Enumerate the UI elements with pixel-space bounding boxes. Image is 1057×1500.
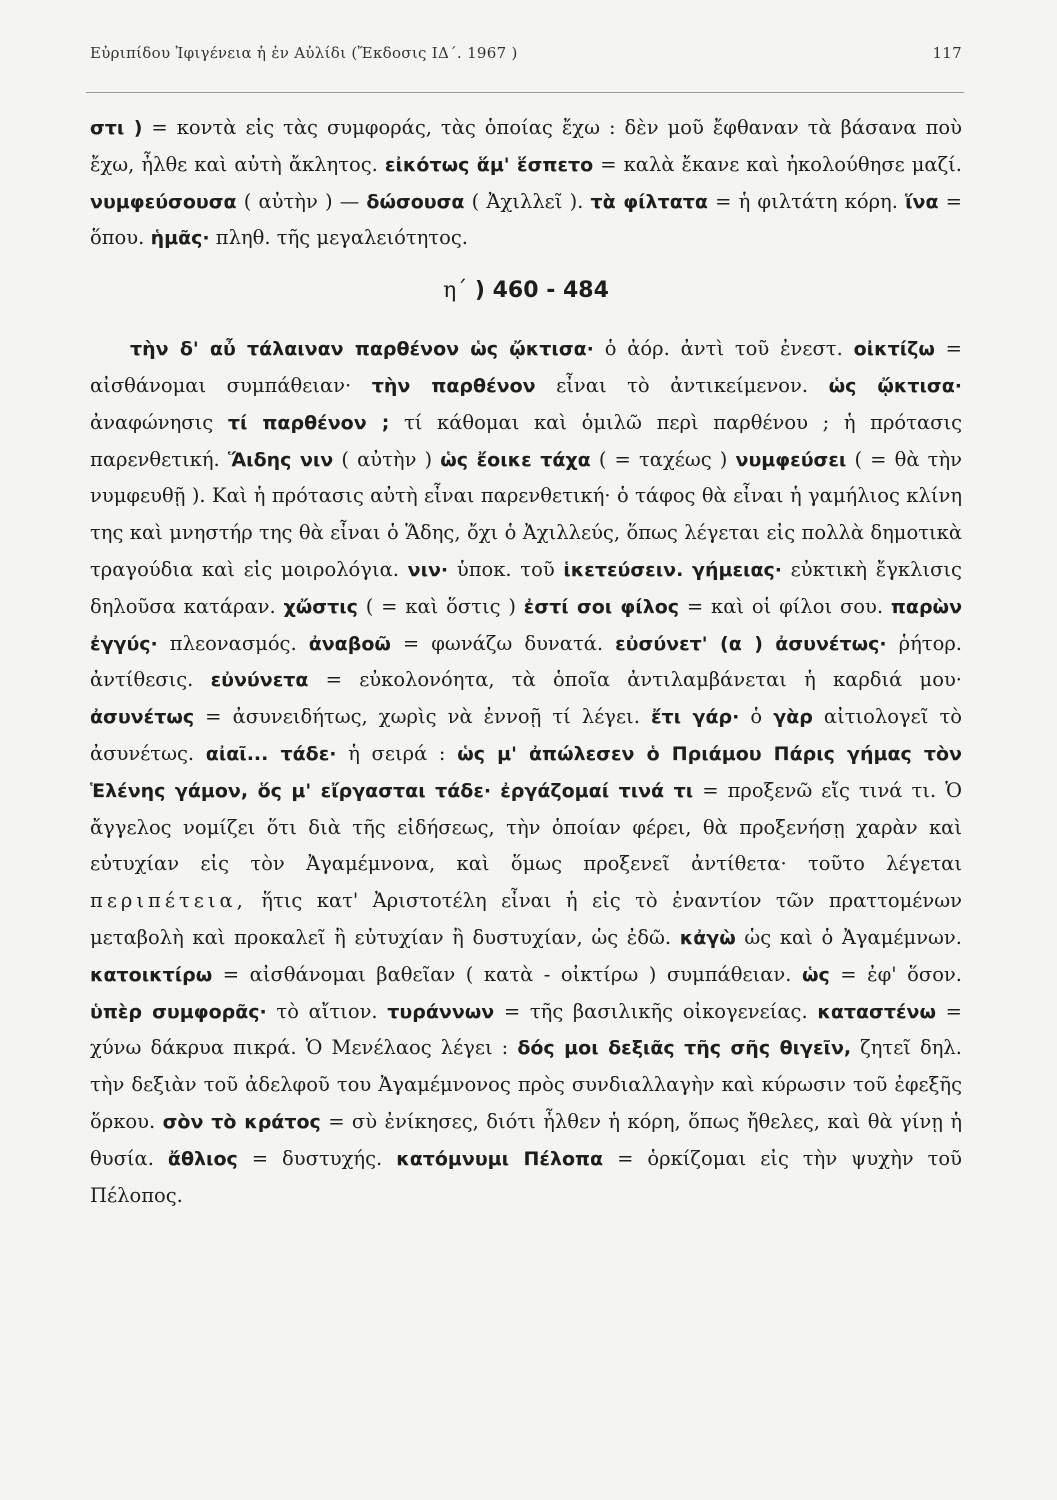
lemma-term: γήμειας· xyxy=(692,558,782,581)
commentary-text: = καλὰ ἔκανε καὶ ἠκολούθησε μαζί. xyxy=(593,152,963,176)
commentary-text: = δυστυχής. xyxy=(237,1146,397,1170)
lemma-term: τὴν παρθένον xyxy=(371,374,536,397)
commentary-text: = καὶ οἱ φίλοι σου. xyxy=(679,594,891,618)
commentary-text: = τῆς βασιλικῆς οἰκογενείας. xyxy=(494,999,818,1023)
commentary-text: η΄ xyxy=(443,278,468,304)
lemma-term: ὡς ἔοικε τάχα xyxy=(440,448,591,471)
lemma-term: οἰκτίζω xyxy=(853,338,935,361)
lemma-term: τυράννων xyxy=(387,1000,495,1023)
commentary-text: = ἀσυνειδήτως, χωρὶς νὰ ἐννοῇ τί λέγει. xyxy=(194,705,651,729)
lemma-term: ἐργάζομαί τινά τι xyxy=(500,779,694,802)
commentary-text: ( = ταχέως ) xyxy=(590,447,736,471)
commentary-text: = ὅπου. xyxy=(90,189,963,250)
lemma-term: ἐστί σοι φίλος xyxy=(523,595,680,618)
commentary-text: = ἡ φιλτάτη κόρη. xyxy=(707,189,906,213)
lemma-term: ἡμᾶς· xyxy=(150,227,210,250)
commentary-text: = ὁρκίζομαι εἰς τὴν ψυχὴν τοῦ Πέλοπος. xyxy=(90,1146,963,1207)
commentary-text: = κοντὰ εἰς τὰς συμφοράς, τὰς ὁποίας ἔχω : δὲν μοῦ ἔφθαναν τὰ βάσανα ποὺ ἔχω, ἦλθε καὶ αὐτὴ ἄκλητος. xyxy=(90,116,962,176)
lemma-term: ἱκετεύσειν. xyxy=(563,558,684,581)
commentary-text: ῥήτορ. ἀντίθεσις. xyxy=(90,631,962,692)
commentary-text: ( αὐτὴν ) xyxy=(333,447,441,471)
commentary-text: ( = καὶ ὅστις ) xyxy=(357,594,524,618)
lemma-term: νιν· xyxy=(407,558,449,581)
commentary-text: ὁ xyxy=(739,705,774,729)
commentary-text: = εὐκολονόητα, τὰ ὁποῖα ἀντιλαμβάνεται ἡ καρδιά μου· xyxy=(308,668,962,692)
commentary-text: ἀναφώνησις xyxy=(90,410,228,434)
lemma-term: παρὼν ἐγγύς· xyxy=(90,595,963,655)
lemma-term: στι ) xyxy=(90,117,143,139)
header-rule xyxy=(86,92,964,93)
commentary-text: = ἐφ' ὅσον. xyxy=(829,962,962,986)
commentary-text: = φωνάζω δυνατά. xyxy=(390,631,616,655)
lemma-term: ἵνα xyxy=(905,190,939,213)
lemma-term: χὤστις xyxy=(283,595,358,618)
commentary-text: τί κάθομαι καὶ ὁμιλῶ περὶ παρθένου ; ἡ πρότασις παρενθετική. xyxy=(90,410,963,471)
lemma-term: αἰαῖ... τάδε· xyxy=(205,742,337,765)
running-title: Εὐριπίδου Ἰφιγένεια ἡ ἐν Αὐλίδι (Ἔκδοσις ΙΔ΄. 1967 ) xyxy=(90,44,518,62)
commentary-text: περιπέτεια, xyxy=(90,889,247,913)
commentary-text xyxy=(683,558,692,581)
commentary-text: ἥτις κατ' Ἀριστοτέλη εἶναι ἡ εἰς τὸ ἐναντίον τῶν πραττομένων μεταβολὴ καὶ προκαλεῖ ἢ εὐτυχίαν ἢ δυστυχίαν, ὡς ἐδῶ. xyxy=(90,889,962,949)
commentary-text: αἰτιολογεῖ τὸ ἀσυνέτως. xyxy=(90,705,962,765)
section-heading xyxy=(90,271,962,311)
lemma-term: ἀσυνέτως xyxy=(90,706,195,729)
lemma-term: Ἅιδης νιν xyxy=(227,448,334,471)
page-number: 117 xyxy=(932,44,962,62)
commentary-text: πλεονασμός. xyxy=(157,631,309,655)
commentary-text: τὸ αἴτιον. xyxy=(266,999,388,1023)
commentary-text: ὁ ἀόρ. ἀντὶ τοῦ ἐνεστ. xyxy=(593,337,854,361)
lemma-term: ὡς xyxy=(801,963,830,986)
lemma-term: κατόμνυμι Πέλοπα xyxy=(396,1147,604,1170)
commentary-text: πληθ. τῆς μεγαλειότητος. xyxy=(209,226,468,250)
lemma-term: ὑπὲρ συμφορᾶς· xyxy=(90,1000,267,1023)
lemma-term: δώσουσα xyxy=(366,190,465,213)
lemma-term: ὡς ᾤκτισα· xyxy=(828,374,962,397)
lemma-term: γὰρ xyxy=(773,706,813,729)
lemma-term: καταστένω xyxy=(817,1000,937,1023)
commentary-text: = αἰσθάνομαι βαθεῖαν ( κατὰ - οἰκτίρω ) συμπάθειαν. xyxy=(212,962,802,986)
commentary-text: εὐκτικὴ ἔγκλισις δηλοῦσα κατάραν. xyxy=(90,557,962,618)
commentary-text: ὡς καὶ ὁ Ἀγαμέμνων. xyxy=(735,925,962,949)
commentary-text: ) 460 - 484 xyxy=(467,278,609,304)
commentary-text: ἡ σειρά : xyxy=(336,741,458,765)
commentary-text: εἶναι τὸ ἀντικείμενον. xyxy=(535,373,829,397)
lemma-term: τί παρθένον ; xyxy=(227,411,390,434)
commentary-text xyxy=(491,779,500,802)
lemma-term: εὐσύνετ' (α ) ἀσυνέτως· xyxy=(615,632,887,655)
lemma-term: ἀναβοῶ xyxy=(308,632,391,655)
lemma-term: κατοικτίρω xyxy=(90,963,213,986)
lemma-term: τὰ φίλτατα xyxy=(590,190,708,213)
paragraph-intro xyxy=(90,110,962,257)
running-header xyxy=(90,44,962,62)
paragraph-commentary xyxy=(90,331,962,1214)
page-body xyxy=(90,110,962,1214)
commentary-text: = σὺ ἐνίκησες, διότι ἦλθεν ἡ κόρη, ὅπως ἤθελες, καὶ θὰ γίνῃ ἡ θυσία. xyxy=(90,1109,963,1170)
lemma-term: ὡς μ' ἀπώλεσεν ὁ Πριάμου Πάρις γήμας τὸν Ἑλένης γάμον, ὅς μ' εἴργασται τάδε· xyxy=(90,742,962,802)
lemma-term: νυμφεύσουσα xyxy=(90,190,237,213)
lemma-term: σὸν τὸ κράτος xyxy=(162,1110,321,1133)
commentary-text: = προξενῶ εἴς τινά τι. Ὁ ἄγγελος νομίζει ὅτι διὰ τῆς εἰδήσεως, τὴν ὁποίαν φέρει, θὰ προξενήσῃ χαρὰν καὶ εὐτυχίαν εἰς τὸν Ἀγαμέμνονα, καὶ ὅμως προξενεῖ ἀντίθετα· τοῦτο λέγεται xyxy=(90,778,962,876)
lemma-term: δός μοι δεξιᾶς τῆς σῆς θιγεῖν, xyxy=(517,1037,852,1060)
lemma-term: εἰκότως ἅμ' ἕσπετο xyxy=(384,153,594,176)
commentary-text: ζητεῖ δηλ. τὴν δεξιὰν τοῦ ἀδελφοῦ του Ἀγαμέμνονος πρὸς συνδιαλλαγὴν καὶ κύρωσιν τοῦ ἐφεξῆς ὅρκου. xyxy=(90,1036,962,1133)
lemma-term: νυμφεύσει xyxy=(735,448,847,471)
lemma-term: εὐνύνετα xyxy=(210,669,309,692)
lemma-term: κἀγὼ xyxy=(679,926,736,949)
commentary-text: = αἰσθάνομαι συμπάθειαν· xyxy=(90,337,962,397)
commentary-text: ( Ἀχιλλεῖ ). xyxy=(464,189,591,213)
lemma-term: τὴν δ' αὖ τάλαιναν παρθένον ὡς ᾤκτισα· xyxy=(130,338,594,361)
commentary-text: ὑποκ. τοῦ xyxy=(448,557,564,581)
lemma-term: ἔτι γάρ· xyxy=(650,706,740,729)
lemma-term: ἄθλιος xyxy=(167,1147,238,1170)
commentary-text: ( = θὰ τὴν νυμφευθῇ ). Καὶ ἡ πρότασις αὐτὴ εἶναι παρενθετική· ὁ τάφος θὰ εἶναι ἡ γαμήλιος κλίνη της καὶ μνηστήρ της θὰ εἶναι ὁ Ἅδης, ὄχι ὁ Ἀχιλλεύς, ὅπως λέγεται εἰς πολλὰ δημοτικὰ τραγούδια καὶ εἰς μοιρολόγια. xyxy=(90,447,962,581)
commentary-text: = χύνω δάκρυα πικρά. Ὁ Μενέλαος λέγει : xyxy=(90,999,962,1060)
commentary-text: ( αὐτὴν ) — xyxy=(236,189,367,213)
